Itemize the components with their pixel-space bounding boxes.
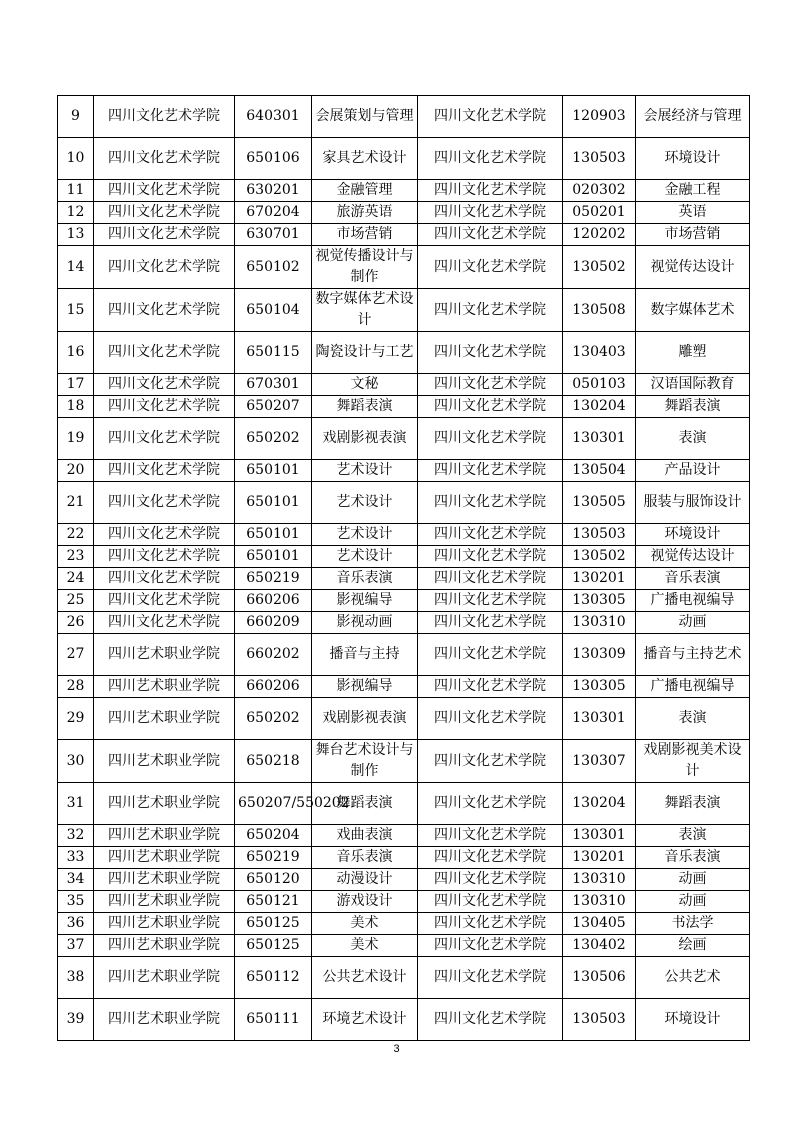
table-row <box>58 612 750 634</box>
source-code-cell: 650204 <box>235 825 312 847</box>
table-row <box>58 180 750 202</box>
target-code-cell: 130201 <box>563 568 636 590</box>
target-major-cell: 播音与主持艺术 <box>636 634 750 676</box>
seq-number-cell: 37 <box>58 935 94 957</box>
source-major-cell: 影视编导 <box>312 590 418 612</box>
seq-number-cell: 16 <box>58 332 94 374</box>
source-school-cell: 四川文化艺术学院 <box>94 396 235 418</box>
source-code-cell: 660209 <box>235 612 312 634</box>
source-major-cell: 影视编导 <box>312 676 418 698</box>
target-school-cell: 四川文化艺术学院 <box>418 913 563 935</box>
target-school-cell: 四川文化艺术学院 <box>418 825 563 847</box>
table-row <box>58 913 750 935</box>
target-code-cell: 130504 <box>563 460 636 482</box>
source-code-cell: 650101 <box>235 524 312 546</box>
source-major-cell: 游戏设计 <box>312 891 418 913</box>
target-code-cell: 130204 <box>563 396 636 418</box>
target-major-cell: 舞蹈表演 <box>636 396 750 418</box>
source-code-cell: 630201 <box>235 180 312 202</box>
source-school-cell: 四川文化艺术学院 <box>94 612 235 634</box>
target-major-cell: 公共艺术 <box>636 957 750 999</box>
target-major-cell: 广播电视编导 <box>636 590 750 612</box>
source-school-cell: 四川艺术职业学院 <box>94 913 235 935</box>
source-major-cell: 戏剧影视表演 <box>312 698 418 740</box>
table-row <box>58 935 750 957</box>
target-school-cell: 四川文化艺术学院 <box>418 332 563 374</box>
source-code-cell: 650207 <box>235 396 312 418</box>
seq-number-cell: 34 <box>58 869 94 891</box>
target-school-cell: 四川文化艺术学院 <box>418 957 563 999</box>
table-row <box>58 590 750 612</box>
target-major-cell: 金融工程 <box>636 180 750 202</box>
source-major-cell: 音乐表演 <box>312 568 418 590</box>
source-code-cell: 650121 <box>235 891 312 913</box>
source-school-cell: 四川艺术职业学院 <box>94 825 235 847</box>
target-code-cell: 130503 <box>563 524 636 546</box>
target-code-cell: 130310 <box>563 869 636 891</box>
source-code-cell: 650104 <box>235 289 312 332</box>
source-code-cell: 650101 <box>235 482 312 524</box>
target-code-cell: 130502 <box>563 246 636 289</box>
source-code-cell: 660202 <box>235 634 312 676</box>
table-row <box>58 783 750 825</box>
target-code-cell: 130508 <box>563 289 636 332</box>
target-major-cell: 广播电视编导 <box>636 676 750 698</box>
source-school-cell: 四川文化艺术学院 <box>94 96 235 138</box>
seq-number-cell: 30 <box>58 740 94 783</box>
source-major-cell: 数字媒体艺术设计 <box>312 289 418 332</box>
source-school-cell: 四川艺术职业学院 <box>94 935 235 957</box>
target-code-cell: 130204 <box>563 783 636 825</box>
source-code-cell: 650125 <box>235 913 312 935</box>
source-major-cell: 戏曲表演 <box>312 825 418 847</box>
target-school-cell: 四川文化艺术学院 <box>418 590 563 612</box>
target-code-cell: 130307 <box>563 740 636 783</box>
source-school-cell: 四川艺术职业学院 <box>94 783 235 825</box>
source-code-cell: 650125 <box>235 935 312 957</box>
target-code-cell: 130503 <box>563 138 636 180</box>
source-code-cell: 650102 <box>235 246 312 289</box>
source-code-cell: 650202 <box>235 698 312 740</box>
source-school-cell: 四川艺术职业学院 <box>94 847 235 869</box>
source-school-cell: 四川文化艺术学院 <box>94 180 235 202</box>
target-major-cell: 会展经济与管理 <box>636 96 750 138</box>
target-major-cell: 动画 <box>636 612 750 634</box>
source-school-cell: 四川文化艺术学院 <box>94 568 235 590</box>
target-major-cell: 动画 <box>636 869 750 891</box>
target-code-cell: 130402 <box>563 935 636 957</box>
source-school-cell: 四川艺术职业学院 <box>94 676 235 698</box>
seq-number-cell: 15 <box>58 289 94 332</box>
seq-number-cell: 25 <box>58 590 94 612</box>
source-major-cell: 市场营销 <box>312 224 418 246</box>
target-major-cell: 汉语国际教育 <box>636 374 750 396</box>
source-school-cell: 四川文化艺术学院 <box>94 202 235 224</box>
target-school-cell: 四川文化艺术学院 <box>418 180 563 202</box>
target-code-cell: 130305 <box>563 590 636 612</box>
source-code-cell: 630701 <box>235 224 312 246</box>
seq-number-cell: 14 <box>58 246 94 289</box>
source-code-cell: 650219 <box>235 568 312 590</box>
table-row <box>58 246 750 289</box>
source-school-cell: 四川文化艺术学院 <box>94 524 235 546</box>
source-major-cell: 音乐表演 <box>312 847 418 869</box>
seq-number-cell: 31 <box>58 783 94 825</box>
seq-number-cell: 33 <box>58 847 94 869</box>
target-major-cell: 数字媒体艺术 <box>636 289 750 332</box>
target-major-cell: 环境设计 <box>636 999 750 1041</box>
table-row <box>58 460 750 482</box>
seq-number-cell: 24 <box>58 568 94 590</box>
target-major-cell: 视觉传达设计 <box>636 246 750 289</box>
target-school-cell: 四川文化艺术学院 <box>418 891 563 913</box>
target-school-cell: 四川文化艺术学院 <box>418 289 563 332</box>
target-major-cell: 书法学 <box>636 913 750 935</box>
table-row <box>58 482 750 524</box>
seq-number-cell: 28 <box>58 676 94 698</box>
table-row <box>58 202 750 224</box>
target-code-cell: 130506 <box>563 957 636 999</box>
target-major-cell: 戏剧影视美术设计 <box>636 740 750 783</box>
target-code-cell: 050103 <box>563 374 636 396</box>
seq-number-cell: 20 <box>58 460 94 482</box>
source-code-cell: 660206 <box>235 676 312 698</box>
target-school-cell: 四川文化艺术学院 <box>418 847 563 869</box>
table-row <box>58 740 750 783</box>
source-school-cell: 四川艺术职业学院 <box>94 957 235 999</box>
source-code-cell: 650219 <box>235 847 312 869</box>
source-school-cell: 四川文化艺术学院 <box>94 590 235 612</box>
source-school-cell: 四川艺术职业学院 <box>94 891 235 913</box>
target-code-cell: 120903 <box>563 96 636 138</box>
table-row <box>58 224 750 246</box>
source-major-cell: 影视动画 <box>312 612 418 634</box>
target-school-cell: 四川文化艺术学院 <box>418 138 563 180</box>
target-major-cell: 环境设计 <box>636 138 750 180</box>
source-school-cell: 四川文化艺术学院 <box>94 224 235 246</box>
target-school-cell: 四川文化艺术学院 <box>418 999 563 1041</box>
seq-number-cell: 10 <box>58 138 94 180</box>
target-code-cell: 130503 <box>563 999 636 1041</box>
source-school-cell: 四川文化艺术学院 <box>94 482 235 524</box>
target-major-cell: 表演 <box>636 698 750 740</box>
seq-number-cell: 13 <box>58 224 94 246</box>
seq-number-cell: 38 <box>58 957 94 999</box>
source-code-cell: 650120 <box>235 869 312 891</box>
seq-number-cell: 18 <box>58 396 94 418</box>
target-school-cell: 四川文化艺术学院 <box>418 935 563 957</box>
source-code-cell: 650115 <box>235 332 312 374</box>
seq-number-cell: 35 <box>58 891 94 913</box>
source-school-cell: 四川文化艺术学院 <box>94 546 235 568</box>
table-row <box>58 546 750 568</box>
seq-number-cell: 22 <box>58 524 94 546</box>
source-major-cell: 视觉传播设计与制作 <box>312 246 418 289</box>
target-code-cell: 130310 <box>563 612 636 634</box>
target-major-cell: 绘画 <box>636 935 750 957</box>
target-school-cell: 四川文化艺术学院 <box>418 246 563 289</box>
target-major-cell: 舞蹈表演 <box>636 783 750 825</box>
target-code-cell: 130301 <box>563 825 636 847</box>
target-code-cell: 020302 <box>563 180 636 202</box>
seq-number-cell: 29 <box>58 698 94 740</box>
source-school-cell: 四川艺术职业学院 <box>94 869 235 891</box>
source-major-cell: 艺术设计 <box>312 524 418 546</box>
target-code-cell: 050201 <box>563 202 636 224</box>
source-school-cell: 四川艺术职业学院 <box>94 740 235 783</box>
table-row <box>58 825 750 847</box>
seq-number-cell: 12 <box>58 202 94 224</box>
target-school-cell: 四川文化艺术学院 <box>418 396 563 418</box>
table-row <box>58 676 750 698</box>
source-code-cell: 650106 <box>235 138 312 180</box>
table-row <box>58 96 750 138</box>
target-code-cell: 130502 <box>563 546 636 568</box>
target-major-cell: 动画 <box>636 891 750 913</box>
target-code-cell: 130201 <box>563 847 636 869</box>
source-school-cell: 四川文化艺术学院 <box>94 332 235 374</box>
source-school-cell: 四川艺术职业学院 <box>94 999 235 1041</box>
table-row <box>58 568 750 590</box>
target-code-cell: 120202 <box>563 224 636 246</box>
source-major-cell: 会展策划与管理 <box>312 96 418 138</box>
source-school-cell: 四川文化艺术学院 <box>94 418 235 460</box>
table-row <box>58 524 750 546</box>
source-school-cell: 四川文化艺术学院 <box>94 289 235 332</box>
seq-number-cell: 27 <box>58 634 94 676</box>
target-school-cell: 四川文化艺术学院 <box>418 634 563 676</box>
source-major-cell: 舞蹈表演 <box>312 783 418 825</box>
source-code-cell: 650207/550202 <box>235 783 312 825</box>
target-school-cell: 四川文化艺术学院 <box>418 224 563 246</box>
source-major-cell: 舞台艺术设计与制作 <box>312 740 418 783</box>
table-row <box>58 847 750 869</box>
target-major-cell: 环境设计 <box>636 524 750 546</box>
target-code-cell: 130301 <box>563 698 636 740</box>
table-row <box>58 396 750 418</box>
source-major-cell: 家具艺术设计 <box>312 138 418 180</box>
table-row <box>58 869 750 891</box>
table-row <box>58 634 750 676</box>
target-school-cell: 四川文化艺术学院 <box>418 374 563 396</box>
target-school-cell: 四川文化艺术学院 <box>418 740 563 783</box>
target-school-cell: 四川文化艺术学院 <box>418 460 563 482</box>
source-major-cell: 金融管理 <box>312 180 418 202</box>
source-major-cell: 环境艺术设计 <box>312 999 418 1041</box>
source-code-cell: 670301 <box>235 374 312 396</box>
seq-number-cell: 19 <box>58 418 94 460</box>
target-school-cell: 四川文化艺术学院 <box>418 568 563 590</box>
table-row <box>58 289 750 332</box>
target-code-cell: 130403 <box>563 332 636 374</box>
table-row <box>58 698 750 740</box>
target-school-cell: 四川文化艺术学院 <box>418 676 563 698</box>
source-major-cell: 艺术设计 <box>312 482 418 524</box>
source-code-cell: 650112 <box>235 957 312 999</box>
source-code-cell: 660206 <box>235 590 312 612</box>
source-school-cell: 四川艺术职业学院 <box>94 634 235 676</box>
table-row <box>58 999 750 1041</box>
target-school-cell: 四川文化艺术学院 <box>418 869 563 891</box>
source-code-cell: 650218 <box>235 740 312 783</box>
source-major-cell: 文秘 <box>312 374 418 396</box>
target-major-cell: 英语 <box>636 202 750 224</box>
major-mapping-table <box>57 95 750 1041</box>
source-major-cell: 美术 <box>312 913 418 935</box>
source-major-cell: 公共艺术设计 <box>312 957 418 999</box>
target-school-cell: 四川文化艺术学院 <box>418 546 563 568</box>
source-major-cell: 美术 <box>312 935 418 957</box>
source-code-cell: 650101 <box>235 460 312 482</box>
source-major-cell: 播音与主持 <box>312 634 418 676</box>
table-row <box>58 332 750 374</box>
source-major-cell: 陶瓷设计与工艺 <box>312 332 418 374</box>
table-row <box>58 891 750 913</box>
target-major-cell: 产品设计 <box>636 460 750 482</box>
target-school-cell: 四川文化艺术学院 <box>418 96 563 138</box>
seq-number-cell: 17 <box>58 374 94 396</box>
source-major-cell: 艺术设计 <box>312 460 418 482</box>
source-major-cell: 戏剧影视表演 <box>312 418 418 460</box>
target-school-cell: 四川文化艺术学院 <box>418 202 563 224</box>
seq-number-cell: 26 <box>58 612 94 634</box>
target-school-cell: 四川文化艺术学院 <box>418 783 563 825</box>
page-number: 3 <box>393 1043 400 1055</box>
source-major-cell: 舞蹈表演 <box>312 396 418 418</box>
target-code-cell: 130301 <box>563 418 636 460</box>
source-code-cell: 650101 <box>235 546 312 568</box>
target-code-cell: 130505 <box>563 482 636 524</box>
source-code-cell: 650111 <box>235 999 312 1041</box>
source-major-cell: 艺术设计 <box>312 546 418 568</box>
target-code-cell: 130310 <box>563 891 636 913</box>
table-body <box>58 96 750 1041</box>
source-major-cell: 旅游英语 <box>312 202 418 224</box>
target-school-cell: 四川文化艺术学院 <box>418 524 563 546</box>
seq-number-cell: 21 <box>58 482 94 524</box>
seq-number-cell: 39 <box>58 999 94 1041</box>
target-code-cell: 130305 <box>563 676 636 698</box>
table-row <box>58 138 750 180</box>
target-major-cell: 视觉传达设计 <box>636 546 750 568</box>
source-school-cell: 四川艺术职业学院 <box>94 698 235 740</box>
seq-number-cell: 36 <box>58 913 94 935</box>
target-major-cell: 服装与服饰设计 <box>636 482 750 524</box>
table-row <box>58 374 750 396</box>
target-school-cell: 四川文化艺术学院 <box>418 698 563 740</box>
seq-number-cell: 32 <box>58 825 94 847</box>
target-major-cell: 表演 <box>636 418 750 460</box>
table-row <box>58 418 750 460</box>
target-major-cell: 雕塑 <box>636 332 750 374</box>
target-school-cell: 四川文化艺术学院 <box>418 482 563 524</box>
seq-number-cell: 9 <box>58 96 94 138</box>
table-row <box>58 957 750 999</box>
source-code-cell: 670204 <box>235 202 312 224</box>
source-code-cell: 650202 <box>235 418 312 460</box>
target-code-cell: 130405 <box>563 913 636 935</box>
target-school-cell: 四川文化艺术学院 <box>418 612 563 634</box>
source-school-cell: 四川文化艺术学院 <box>94 460 235 482</box>
source-school-cell: 四川文化艺术学院 <box>94 138 235 180</box>
target-code-cell: 130309 <box>563 634 636 676</box>
source-school-cell: 四川文化艺术学院 <box>94 374 235 396</box>
target-school-cell: 四川文化艺术学院 <box>418 418 563 460</box>
source-code-cell: 640301 <box>235 96 312 138</box>
seq-number-cell: 23 <box>58 546 94 568</box>
target-major-cell: 表演 <box>636 825 750 847</box>
source-school-cell: 四川文化艺术学院 <box>94 246 235 289</box>
target-major-cell: 音乐表演 <box>636 568 750 590</box>
target-major-cell: 音乐表演 <box>636 847 750 869</box>
target-major-cell: 市场营销 <box>636 224 750 246</box>
seq-number-cell: 11 <box>58 180 94 202</box>
source-major-cell: 动漫设计 <box>312 869 418 891</box>
